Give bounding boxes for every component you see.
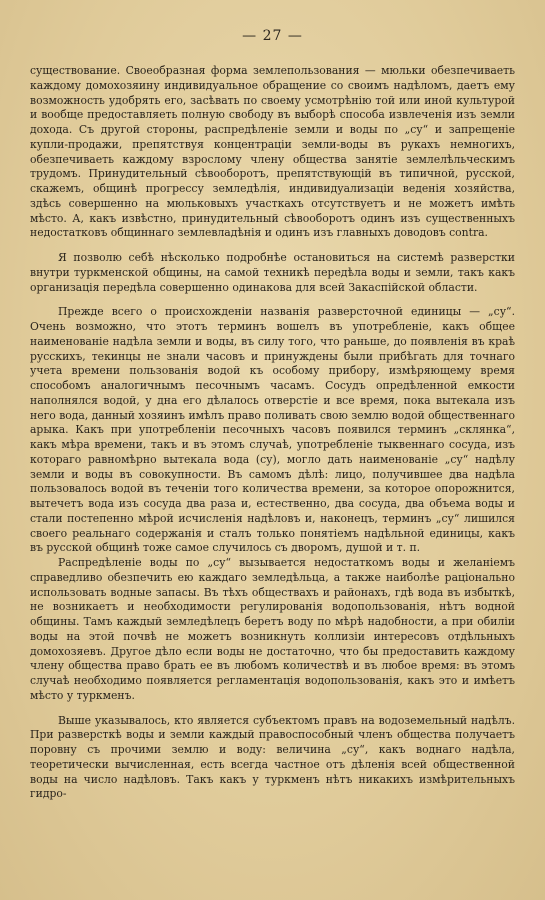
- paragraph-5: Выше указывалось, кто является субъектомъ правъ на водоземельный надѣлъ. При разверсткѣ воды и земли каждый правоспособный членъ общества получаетъ поровну съ прочими землю и воду: величина „су“, какъ воднаго надѣла, теоретически вычисленная, есть всегда частное отъ дѣленія всей общественной воды на число надѣловъ. Такъ какъ у туркменъ нѣтъ никакихъ измѣрительныхъ гидро-: [30, 713, 515, 801]
- body-text: [30, 64, 515, 802]
- page-number: — 27 —: [242, 28, 303, 44]
- paragraph-2: Я позволю себѣ нѣсколько подробнѣе остановиться на системѣ разверстки внутри туркменской общины, на самой техникѣ передѣла воды и земли, такъ какъ организація передѣла совершенно одинакова для всей Закаспійской области.: [30, 251, 515, 294]
- paragraph-gap: [30, 295, 515, 305]
- paragraph-1: существование. Своеобразная форма землепользования — мюльки обезпечиваеть каждому домохозяину индивидуальное обращение со своимъ надѣломъ, даетъ ему возможность удобрять его, засѣвать по своему усмотрѣнію той или иной культурой и вообще предоставляеть полную свободу въ выборѣ способа извлеченія изъ земли дохода. Съ другой стороны, распредѣленіе земли и воды по „су“ и запрещеніе купли-продажи, препятствуя концентраціи земли-воды въ рукахъ немногихъ, обезпечиваеть каждому взрослому члену общества занятіе землелѣльческимъ трудомъ. Принудительный сѣвооборотъ, препятствующій въ типичной, русской, скажемъ, общинѣ прогрессу земледѣлія, индивидуализаціи веденія хозяйства, здѣсь совершенно на мюльковыхъ участкахъ отсутствуетъ и не можетъ имѣть мѣсто. А, какъ извѣстно, принудительный сѣвооборотъ одинъ изъ существенныхъ недостатковъ общиннаго землевладѣнія и одинъ изъ главныхъ доводовъ contra.: [30, 64, 515, 240]
- paragraph-gap: [30, 241, 515, 251]
- paragraph-4: Распредѣленіе воды по „су“ вызывается недостаткомъ воды и желаніемъ справедливо обезпечить ею каждаго земледѣльца, а также наиболѣе раціонально использовать водные запасы. Въ тѣхъ обществахъ и районахъ, гдѣ вода въ избыткѣ, не возникаетъ и необходимости регулированія водопользованія, нѣтъ водной общины. Тамъ каждый земледѣлецъ беретъ воду по мѣрѣ надобности, а при обиліи воды на этой почвѣ не можетъ возникнуть коллизіи интересовъ отдѣльныхъ домохозяевъ. Другое дѣло если воды не достаточно, что бы предоставить каждому члену общества право брать ее въ любомъ количествѣ и въ любое время: въ этомъ случаѣ необходимо появляется регламентація водопользованія, какъ это и имѣетъ мѣсто у туркменъ.: [30, 556, 515, 702]
- paragraph-3: Прежде всего о происхожденіи названія разверсточной единицы — „су“. Очень возможно, что этотъ терминъ вошелъ въ употребленіе, какъ общее наименованіе надѣла земли и воды, въ силу того, что раньше, до появленія въ краѣ русскихъ, текинцы не знали часовъ и принуждены были прибѣгать для точнаго учета времени пользованія водой къ особому прибору, измѣряющему время способомъ аналогичнымъ песочнымъ часамъ. Сосудъ опредѣленной емкости наполнялся водой, у дна его дѣлалось отверстіе и все время, пока вытекала изъ него вода, данный хозяинъ имѣлъ право поливать свою землю водой общественнаго арыка. Какъ при употребленіи песочныхъ часовъ появился терминъ „склянка“, какъ мѣра времени, такъ и въ этомъ случаѣ, употребленіе тыквеннаго сосуда, изъ котораго равномѣрно вытекала вода (су), могло дать наименованіе „су“ надѣлу земли и воды въ совокупности. Въ самомъ дѣлѣ: лицо, получившее два надѣла пользовалось водой въ теченіи того количества времени, за которое опорожнится, вытечетъ вода изъ сосуда два раза и, естественно, два сосуда, два объема воды и стали постепенно мѣрой исчисленія надѣловъ и, наконецъ, терминъ „су“ лишился своего реальнаго содержанія и сталъ только понятіемъ надѣльной единицы, какъ въ русской общинѣ тоже самое случилось съ дворомъ, душой и т. п.: [30, 305, 515, 555]
- paragraph-gap: [30, 704, 515, 714]
